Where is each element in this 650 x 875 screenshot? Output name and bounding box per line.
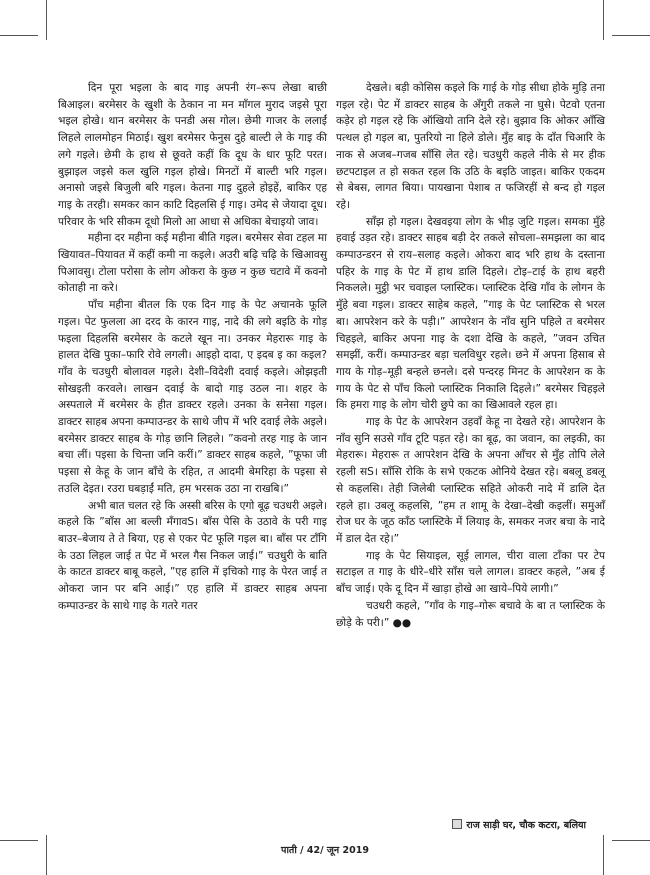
crop-mark xyxy=(0,840,38,841)
paragraph: गाइ के पेट सियाइल, सूई लागल, चीरा वाला टाँका पर टेप सटाइल त गाइ के धीरे–धीरे साँस चले लागल। डाक्टर कहले, ”अब ई बाँच जाई। एके दू दिन में खाड़ा होखे आ खाये–पिये लागी।” xyxy=(336,549,605,596)
paragraph: चउधरी कहले, ”गाँव के गाइ–गोरू बचावे के बा त प्लास्टिक के छोड़े के परी।” ●● xyxy=(336,599,605,629)
paragraph: महीना दर महीना कई महीना बीति गइल। बरमेसर सेवा टहल मा खियावत–पियावत में कहीं कमी ना कइले। अउरी बढ़ि चढ़ि के खिआवसु पिआवसु। टोला परोसा के लोग ओकरा के कुछ न कुछ चटावे में कवनो कोताही ना करे। xyxy=(58,232,327,295)
crop-mark xyxy=(46,0,47,40)
square-bullet-icon xyxy=(452,819,462,829)
paragraph: पाँच महीना बीतल कि एक दिन गाइ के पेट अचानके फूलि गइल। पेट फुलला आ दरद के कारन गाइ, नादे की लगे बइठि के गोड़ फइला दिहलसि बरमेसर के कटले खून ना। उनकर मेहरारू गाइ के हालत देखि पुका–फारि रोवे लगली। आइहो दादा, ए इदब इ का कइल? गाँव के चउधुरी बोलावल गइले। देशी–विदेशी दवाई कइले। ओझइती सोखइती करवले। लाखन दवाई के बादो गाइ उठल ना। शहर के अस्पताले में बरमेसर के हीत डाक्टर रहले। उनका के सनेसा गइल। डाक्टर साहब अपना कम्पाउन्डर के साथे जीप में भरि दवाई लेके अइले। बरमेसर डाक्टर साहब के गोड़ छानि लिहले। ”कवनो तरह गाइ के जान बचा लीं। पइसा के चिन्ता जनि करीं।” डाक्टर साहब कहले, ”फूफा जी पइसा से केहू के जान बाँचे के रहित, त आदमी बेमरिहा के पइसा से तउलि देइत। रउरा घबड़ाईं मति, हम भरसक उठा ना राखबि।” xyxy=(58,299,327,495)
author-address-text: राज साड़ी घर, चौक कटरा, बलिया xyxy=(466,820,586,831)
author-address xyxy=(452,818,586,831)
paragraph: गाइ के पेट के आपरेशन उहवाँ केहू ना देखते रहे। आपरेशन के नाँव सुनि सउसे गाँव टूटि पड़त रहे। का बूढ़, का जवान, का लइकी, का मेहरारू। मेहरारू त आपरेशन देखि के अपना आँचर से मुँह तोपि लेले रहली सS। साँसि रोकि के सभे एकटक ओनिये देखत रहे। बबलू डबलू से कहलसि। तेही जिलेबी प्लास्टिक सहिते ओकरी नादे में डालि देत रहले हा। उबलू कहलसि, ”हम त शामू के देखा–देखी कइलीं। समुआँ रोज घर के जूठ काँठ प्लास्टिके में लियाइ के, समकर नजर बचा के नादे में डाल देत रहे।” xyxy=(336,416,605,545)
crop-mark xyxy=(0,35,38,36)
crop-mark xyxy=(612,35,650,36)
page-footer: पाती / 42/ जून 2019 xyxy=(281,845,369,856)
crop-mark xyxy=(603,0,604,40)
right-column xyxy=(336,80,605,631)
paragraph: साँझ हो गइल। देखवइया लोग के भीड़ जुटि गइल। समका मुँहे हवाई उड़त रहे। डाक्टर साहब बड़ी देर तकले सोचला–समझला का बाद कम्पाउन्डरन से राय–सलाह कइले। ओकरा बाद भरि हाथ के दस्ताना पहिर के गाइ के पेट में हाथ डालि दिहले। टोइ–टाई के हाथ बहरी निकलले। मुट्ठी भर चवाइल प्लास्टिक। प्लास्टिक देखि गाँव के लोगन के मुँहे बवा गइल। डाक्टर साहेब कहले, ”गाइ के पेट प्लास्टिक से भरल बा। आपरेशन करे के पड़ी।” आपरेशन के नाँव सुनि पहिले त बरमेसर चिहइले, बाकिर अपना गाइ के दशा देखि के कहले, ”जवन उचित समझीं, करीं। कम्पाउन्डर बड़ा चलविधुर रहले। छने में अपना हिसाब से गाय के गोड़–मूड़ी बन्हले छनले। दसे पन्दरह मिनट के आपरेशन क के गाय के पेट से पाँच किलो प्लास्टिक निकालि दिहले।” बरमेसर चिहइले कि हमरा गाइ के लोग चोरी छुपे का का खिआवले रहल हा। xyxy=(336,215,605,412)
paragraph: दिन पूरा भइला के बाद गाइ अपनी रंग–रूप लेखा बाछी बिआइल। बरमेसर के खुशी के ठेकान ना मन माँगल मुराद जइसे पूरा भइल होखे। थान बरमेसर के पनडी अस गोल। छेमी गाजर के ललाईं लिहले लालमोहन मिठाई। खुश बरमेसर फेनुस दुहे बाल्टी ले के गाइ की लगे गइले। छेमी के हाथ से छूवते कहीं कि दूध के धार फूटि परत। बुझाइल जइसे कल खुलि गइल होखे। मिनटों में बाल्टी भरि गइल। अनासो जइसे बिजुली बरि गइल। केतना गाइ दुहले होइहें, बाकिर एह गाइ के तरही। समकर कान काटि दिहलसि ई गाइ। उमेद से जेयादा दूध। परिवार के भरि सीकम दूधो मिलो आ आधा से अधिका बेचाइयो जाव। xyxy=(58,82,327,228)
crop-mark xyxy=(612,840,650,841)
paragraph: अभी बात चलत रहे कि अस्सी बरिस के एगो बूढ़ चउधरी अइले। कहले कि ”बाँस आ बल्ली मँगावS। बाँस पेसि के उठावे के परी गाइ बाउर–बेजाय ते ते बिया, एह से एकर पेट फूलि गइल बा। बाँस पर टाँगि के उठा लिहल जाई त पेट में भरल गैस निकल जाई।” चउधुरी के बाति के काटत डाक्टर बाबू कहले, ”एह हालि में इचिको गाइ के पेरत जाई त ओकरा जान पर बनि आई।” एह हालि में डाक्टर साहब अपना कम्पाउन्डर के साथे गाइ के गतरे गतर xyxy=(58,499,327,612)
paragraph: देखले। बड़ी कोसिस कइले कि गाई के गोड़ सीधा होके मुड़ि तना गइल रहे। पेट में डाक्टर साहब के अँगुरी तकले ना घुसे। पेटवो एतना कड़ेर हो गइल रहे कि ऑखियो तानि देले रहे। बुझाव कि ओकर आँखि पत्थल हो गइल बा, पुतरियो ना हिले डोले। मुँह बाइ के दाँत चिआरि के नाक से अजब–गजब साँसि लेत रहे। चउधुरी कहले नीके से मर हीक छटपटाइल त हो सकत रहल कि उठि के बइठि जाइत। बाकिर एकदम से बेबस, लागत बिया। पायखाना पेशाब त फजिरहीं से बन्द हो गइल रहे। xyxy=(336,82,605,211)
left-column xyxy=(58,80,327,615)
